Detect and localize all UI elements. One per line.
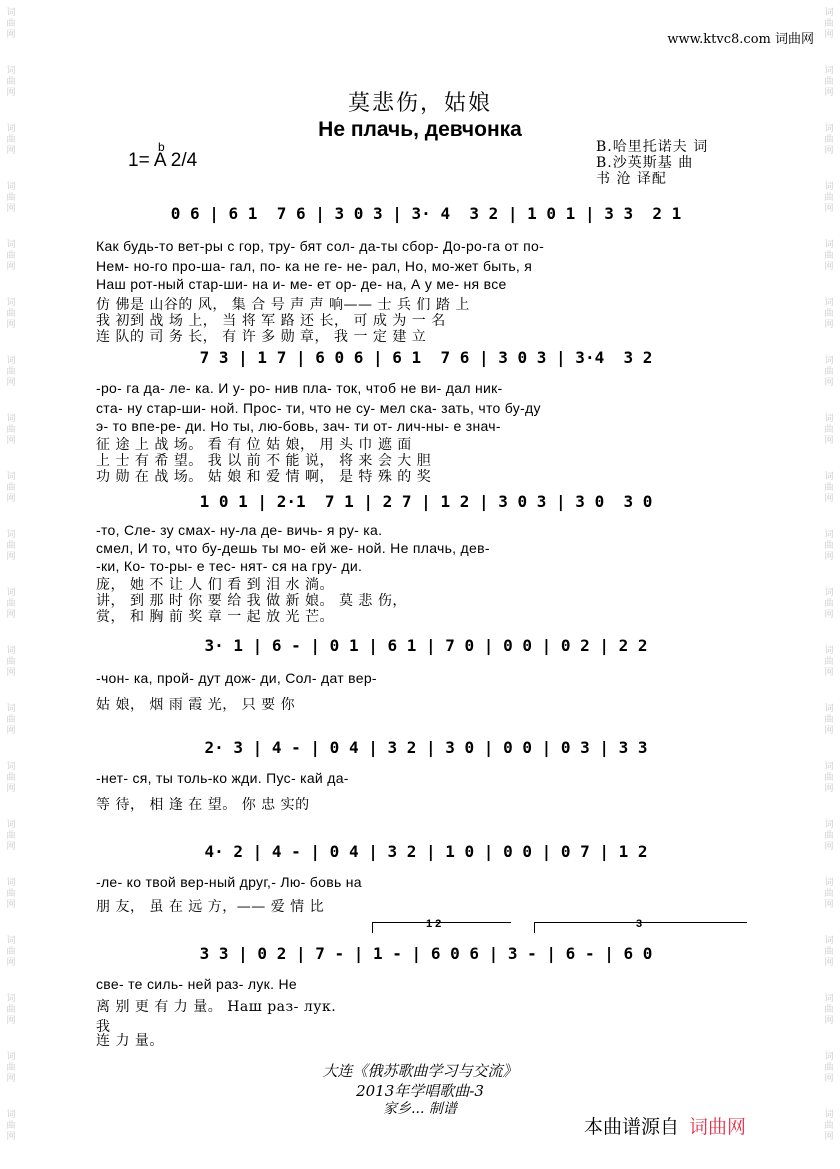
watermark-glyph: 词 — [6, 414, 16, 424]
watermark-glyph: 词 — [824, 878, 834, 888]
volta-label-1-2: 1 2 — [426, 918, 442, 930]
lyric-line: Как будь-то вет-ры с гор, тру- бят сол- да-ты сбор- До-ро-га от по- — [96, 238, 545, 254]
watermark-glyph: 词 — [824, 1110, 834, 1120]
watermark-glyph: 词 — [6, 124, 16, 134]
lyric-line: -то, Сле- зу смах- ну-ла де- вичь- я ру- ка. — [96, 522, 383, 538]
watermark-glyph: 词 — [824, 124, 834, 134]
numbered-notation: 3 3 | 0 2 | 7 - | 1 - | 6 0 6 | 3 - | 6 - | 6 0 — [199, 944, 653, 963]
watermark-glyph: 曲 — [824, 541, 834, 551]
watermark-glyph: 网 — [6, 1132, 16, 1142]
watermark-glyph: 词 — [824, 936, 834, 946]
footer-line-2: 2013年学唱歌曲-3 — [356, 1082, 484, 1100]
watermark-glyph: 网 — [824, 320, 834, 330]
watermark-glyph: 词 — [824, 414, 834, 424]
watermark-glyph: 网 — [824, 610, 834, 620]
watermark-glyph: 网 — [824, 88, 834, 98]
watermark-glyph: 词 — [6, 704, 16, 714]
lyric-line: 姑 娘， 烟 雨 霞 光， 只 要 你 — [96, 697, 296, 713]
watermark-glyph: 词 — [824, 240, 834, 250]
lyric-line: Нем- но-го про-ша- гал, по- ка не ге- не- рал, Но, мо-жет быть, я — [96, 258, 533, 274]
watermark-glyph: 网 — [6, 726, 16, 736]
watermark-glyph: 词 — [824, 66, 834, 76]
watermark-glyph: 词 — [6, 8, 16, 18]
numbered-notation: 0 6 | 6 1 7 6 | 3 0 3 | 3· 4 3 2 | 1 0 1 | 3 3 2 1 — [170, 204, 682, 223]
song-title-russian: Не плачь, девчонка — [318, 118, 522, 141]
watermark-glyph: 曲 — [6, 1063, 16, 1073]
watermark-glyph: 曲 — [6, 1005, 16, 1015]
watermark-glyph: 曲 — [824, 77, 834, 87]
lyric-line: све- те силь- ней раз- лук. Не — [96, 976, 297, 992]
lyric-line: -нет- ся, ты толь-ко жди. Пус- кай да- — [96, 770, 349, 786]
watermark-glyph: 曲 — [6, 193, 16, 203]
watermark-glyph: 曲 — [824, 483, 834, 493]
watermark-glyph: 网 — [824, 146, 834, 156]
notation-line-2 — [96, 342, 756, 376]
numbered-notation: 1 0 1 | 2·1 7 1 | 2 7 | 1 2 | 3 0 3 | 3 0 3 0 — [199, 492, 653, 511]
volta-label-3: 3 — [636, 918, 643, 930]
watermark-glyph: 网 — [824, 378, 834, 388]
lyric-line: 功 勋 在 战 场。 姑 娘 和 爱 情 啊， 是 特 殊 的 奖 — [96, 469, 432, 485]
watermark-glyph: 网 — [824, 262, 834, 272]
watermark-glyph: 词 — [824, 298, 834, 308]
watermark-glyph: 曲 — [824, 367, 834, 377]
numbered-notation: 4· 2 | 4 - | 0 4 | 3 2 | 1 0 | 0 0 | 0 7 | 1 2 — [204, 842, 648, 861]
watermark-glyph: 网 — [6, 610, 16, 620]
lyric-line: смел, И то, что бу-дешь ты мо- ей же- ной. Не плачь, дев- — [96, 540, 490, 556]
notation-line-3 — [96, 486, 756, 520]
watermark-glyph: 词 — [824, 8, 834, 18]
watermark-glyph: 网 — [6, 30, 16, 40]
watermark-glyph: 曲 — [824, 1063, 834, 1073]
watermark-glyph: 曲 — [6, 135, 16, 145]
lyric-line: ста- ну стар-ши- ной. Прос- ти, что не су- мел ска- зать, что бу-ду — [96, 400, 541, 416]
source-note — [584, 1112, 746, 1139]
watermark-glyph: 网 — [6, 320, 16, 330]
watermark-glyph: 词 — [824, 1052, 834, 1062]
watermark-glyph: 曲 — [824, 1121, 834, 1131]
watermark-glyph: 曲 — [824, 773, 834, 783]
watermark-glyph: 曲 — [824, 889, 834, 899]
watermark-glyph: 网 — [824, 842, 834, 852]
watermark-glyph: 曲 — [824, 251, 834, 261]
watermark-glyph: 词 — [6, 472, 16, 482]
watermark-glyph: 网 — [6, 668, 16, 678]
watermark-glyph: 曲 — [6, 831, 16, 841]
lyric-line: -ки, Ко- то-ры- е тес- нят- ся на гру- ди. — [96, 558, 363, 574]
watermark-glyph: 曲 — [824, 947, 834, 957]
lyric-line: Наш рот-ный стар-ши- на и- ме- ет ор- де- на, А у ме- ня все — [96, 276, 507, 292]
notation-line-7 — [96, 938, 756, 972]
watermark-glyph: 网 — [6, 436, 16, 446]
watermark-glyph: 曲 — [6, 599, 16, 609]
watermark-glyph: 曲 — [6, 889, 16, 899]
watermark-glyph: 词 — [824, 530, 834, 540]
watermark-glyph: 曲 — [824, 599, 834, 609]
credit-lyricist: B.哈里托诺夫 词 — [596, 139, 709, 155]
source-prefix: 本曲谱源自 — [584, 1116, 680, 1138]
watermark-glyph: 曲 — [6, 483, 16, 493]
watermark-glyph: 曲 — [824, 135, 834, 145]
watermark-glyph: 词 — [824, 994, 834, 1004]
watermark-glyph: 曲 — [6, 367, 16, 377]
watermark-glyph: 曲 — [6, 657, 16, 667]
watermark-glyph: 网 — [824, 552, 834, 562]
lyric-line: 连 队的 司 务 长， 有 许 多 勋 章， 我 一 定 建 立 — [96, 329, 427, 345]
lyric-line: 我 初到 战 场 上， 当 将 军 路 还 长， 可 成 为 一 名 — [96, 313, 446, 329]
notation-line-4 — [96, 630, 756, 664]
watermark-glyph: 曲 — [6, 715, 16, 725]
watermark-glyph: 网 — [6, 494, 16, 504]
watermark-glyph: 网 — [824, 30, 834, 40]
lyric-line: 离 别 更 有 力 量。 Наш раз- лук. — [96, 999, 337, 1015]
watermark-glyph: 词 — [6, 646, 16, 656]
watermark-glyph: 网 — [824, 494, 834, 504]
watermark-glyph: 网 — [824, 1132, 834, 1142]
lyric-line: 征 途 上 战 场。 看 有 位 姑 娘， 用 头 巾 遮 面 — [96, 437, 412, 453]
footer-line-1: 大连《俄苏歌曲学习与交流》 — [322, 1062, 518, 1080]
watermark-glyph: 网 — [824, 668, 834, 678]
watermark-glyph: 网 — [6, 378, 16, 388]
watermark-glyph: 词 — [824, 588, 834, 598]
lyric-line: э- то впе-ре- ди. Но ты, лю-бовь, зач- ти от- лич-ны- е знач- — [96, 418, 501, 434]
watermark-glyph: 词 — [824, 646, 834, 656]
watermark-glyph: 网 — [824, 784, 834, 794]
lyric-line: -ро- га да- ле- ка. И у- ро- нив пла- ток, чтоб не ви- дал ник- — [96, 380, 503, 396]
watermark-glyph: 词 — [6, 182, 16, 192]
watermark-glyph: 曲 — [824, 309, 834, 319]
notation-line-1 — [96, 198, 756, 232]
watermark-glyph: 网 — [6, 262, 16, 272]
watermark-glyph: 曲 — [6, 425, 16, 435]
watermark-glyph: 网 — [824, 900, 834, 910]
watermark-glyph: 网 — [6, 552, 16, 562]
watermark-glyph: 网 — [6, 204, 16, 214]
lyric-line: 赏， 和 胸 前 奖 章 一 起 放 光 芒。 — [96, 609, 335, 625]
watermark-glyph: 网 — [6, 146, 16, 156]
watermark-glyph: 网 — [6, 784, 16, 794]
watermark-glyph: 网 — [824, 436, 834, 446]
lyric-line: 庞， 她 不 让 人 们 看 到 泪 水 淌。 — [96, 577, 335, 593]
watermark-glyph: 曲 — [824, 425, 834, 435]
source-brand-link[interactable]: 词曲网 — [689, 1116, 747, 1138]
watermark-glyph: 网 — [6, 1074, 16, 1084]
watermark-glyph: 词 — [824, 182, 834, 192]
watermark-glyph: 词 — [6, 878, 16, 888]
lyric-line: -ле- ко твой вер-ный друг,- Лю- бовь на — [96, 874, 362, 890]
watermark-glyph: 网 — [824, 958, 834, 968]
lyric-line: 上 士 有 希 望。 我 以 前 不 能 说， 将 来 会 大 胆 — [96, 453, 432, 469]
watermark-glyph: 词 — [6, 240, 16, 250]
watermark-glyph: 曲 — [6, 19, 16, 29]
site-url[interactable]: www.ktvc8.com 词曲网 — [667, 32, 814, 47]
watermark-glyph: 曲 — [6, 773, 16, 783]
watermark-glyph: 网 — [6, 958, 16, 968]
watermark-glyph: 曲 — [6, 251, 16, 261]
flat-sign: b — [158, 140, 165, 154]
song-title-chinese: 莫悲伤，姑娘 — [347, 91, 492, 116]
watermark-glyph: 曲 — [6, 309, 16, 319]
watermark-glyph: 词 — [6, 762, 16, 772]
watermark-glyph: 网 — [824, 726, 834, 736]
watermark-glyph: 网 — [824, 1074, 834, 1084]
watermark-glyph: 词 — [824, 820, 834, 830]
watermark-right — [822, 0, 836, 1169]
watermark-glyph: 词 — [824, 704, 834, 714]
lyric-line: 等 待， 相 逢 在 望。 你 忠 实的 — [96, 797, 310, 813]
volta-bracket-1-2 — [372, 922, 511, 933]
watermark-glyph: 曲 — [824, 1005, 834, 1015]
watermark-glyph: 网 — [824, 1016, 834, 1026]
watermark-glyph: 曲 — [824, 831, 834, 841]
watermark-glyph: 网 — [6, 1016, 16, 1026]
watermark-left — [4, 0, 18, 1169]
lyric-line: 讲， 到 那 时 你 要 给 我 做 新 娘。 莫 悲 伤， — [96, 593, 407, 609]
watermark-glyph: 曲 — [824, 193, 834, 203]
watermark-glyph: 网 — [6, 900, 16, 910]
lyric-line: 仿 佛是 山谷的 风， 集 合 号 声 声 响—— 士 兵 们 踏 上 — [96, 297, 470, 313]
notation-line-6 — [96, 836, 756, 870]
watermark-glyph: 词 — [6, 1110, 16, 1120]
watermark-glyph: 词 — [824, 472, 834, 482]
lyric-line: 朋 友， 虽 在 远 方，—— 爱 情 比 — [96, 899, 325, 915]
watermark-glyph: 词 — [6, 298, 16, 308]
watermark-glyph: 曲 — [6, 947, 16, 957]
watermark-glyph: 曲 — [824, 715, 834, 725]
watermark-glyph: 网 — [824, 204, 834, 214]
key-signature: 1= A 2/4 — [128, 150, 198, 171]
numbered-notation: 3· 1 | 6 - | 0 1 | 6 1 | 7 0 | 0 0 | 0 2 | 2 2 — [204, 636, 648, 655]
lyric-line: 连 力 量。 — [96, 1033, 164, 1049]
watermark-glyph: 曲 — [6, 77, 16, 87]
watermark-glyph: 曲 — [824, 19, 834, 29]
watermark-glyph: 曲 — [824, 657, 834, 667]
notation-line-5 — [96, 732, 756, 766]
watermark-glyph: 词 — [6, 1052, 16, 1062]
watermark-glyph: 曲 — [6, 1121, 16, 1131]
watermark-glyph: 词 — [6, 356, 16, 366]
credit-translator: 书 沧 译配 — [596, 171, 667, 187]
lyric-line: 我 — [96, 1019, 111, 1035]
watermark-glyph: 网 — [6, 842, 16, 852]
footer-line-3: 家乡... 制谱 — [383, 1101, 457, 1117]
watermark-glyph: 词 — [6, 588, 16, 598]
watermark-glyph: 曲 — [6, 541, 16, 551]
credit-composer: B.沙英斯基 曲 — [596, 155, 694, 171]
watermark-glyph: 词 — [6, 994, 16, 1004]
watermark-glyph: 词 — [6, 66, 16, 76]
lyric-line: -чон- ка, прой- дут дож- ди, Сол- дат вер- — [96, 670, 377, 686]
watermark-glyph: 词 — [824, 356, 834, 366]
numbered-notation: 7 3 | 1 7 | 6 0 6 | 6 1 7 6 | 3 0 3 | 3·4 3 2 — [199, 348, 653, 367]
watermark-glyph: 词 — [6, 820, 16, 830]
numbered-notation: 2· 3 | 4 - | 0 4 | 3 2 | 3 0 | 0 0 | 0 3 | 3 3 — [204, 738, 648, 757]
watermark-glyph: 词 — [6, 936, 16, 946]
watermark-glyph: 词 — [824, 762, 834, 772]
watermark-glyph: 词 — [6, 530, 16, 540]
watermark-glyph: 网 — [6, 88, 16, 98]
